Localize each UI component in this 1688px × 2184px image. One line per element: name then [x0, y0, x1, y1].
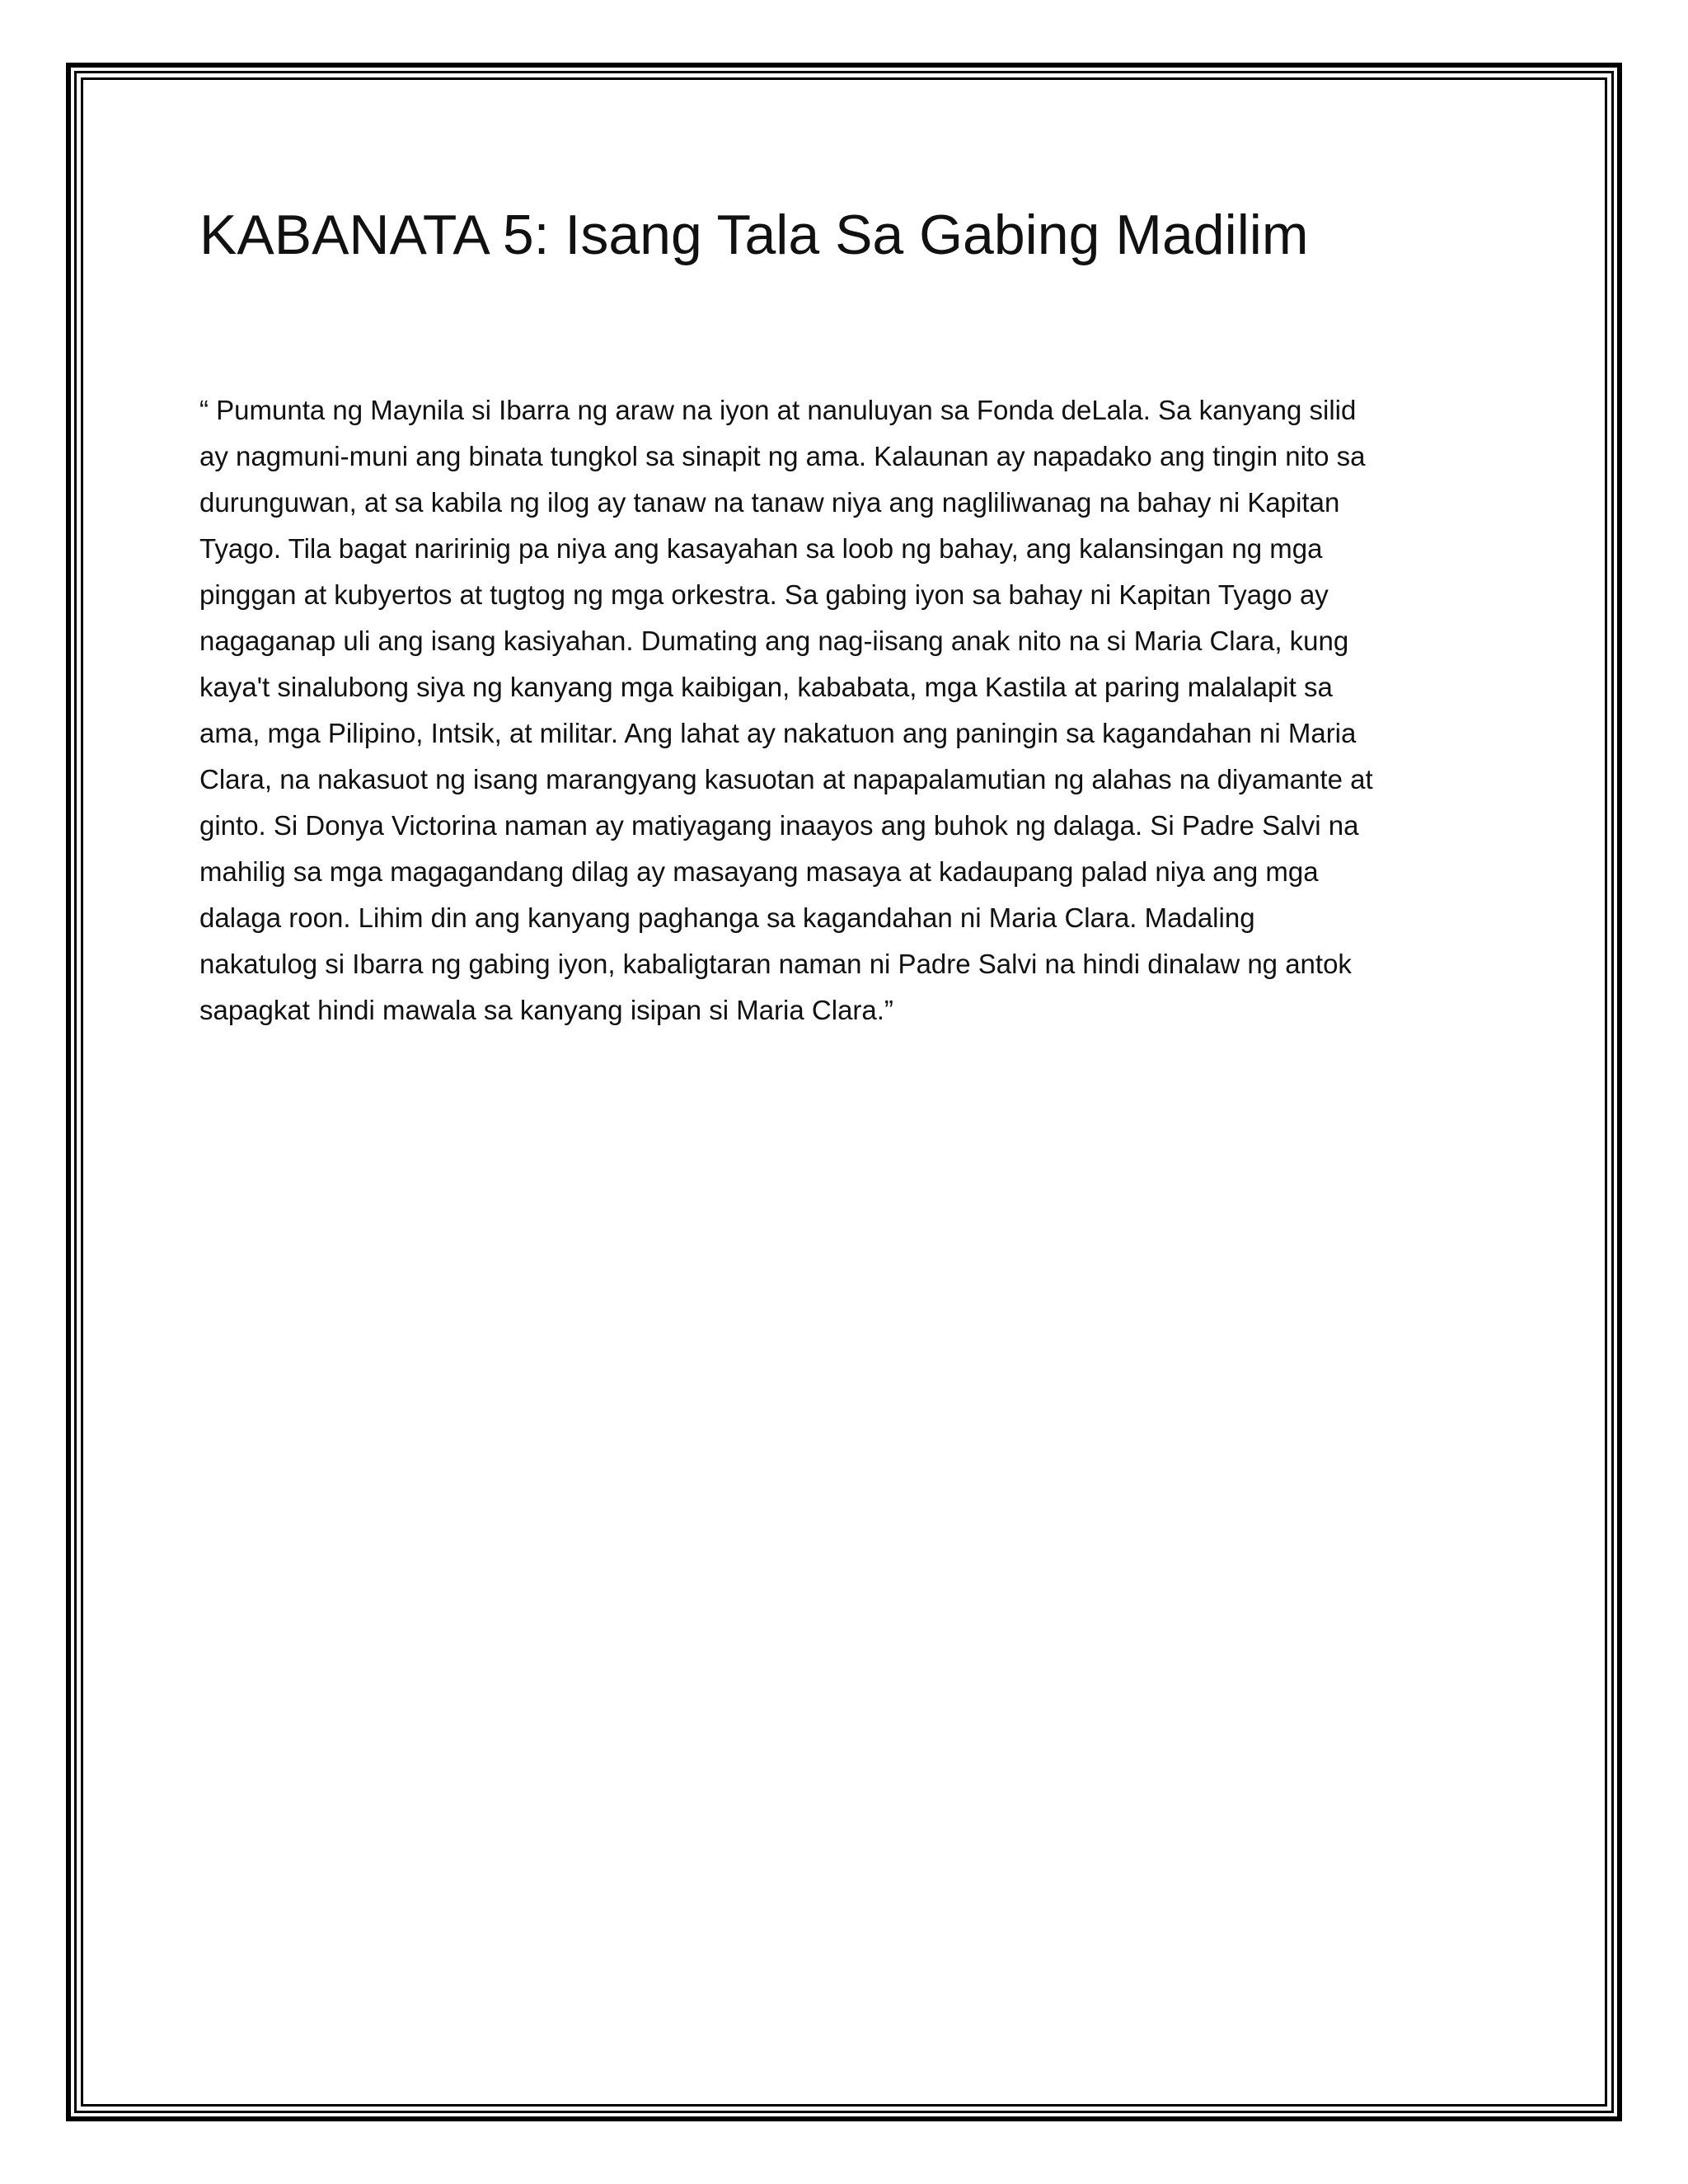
body-line: mahilig sa mga magagandang dilag ay masayang masaya at kadaupang palad niya ang mga	[199, 856, 1319, 887]
body-line: nakatulog si Ibarra ng gabing iyon, kabaligtaran naman ni Padre Salvi na hindi dinalaw ng antok	[199, 949, 1352, 979]
body-line: ginto. Si Donya Victorina naman ay matiyagang inaayos ang buhok ng dalaga. Si Padre Salvi na	[199, 810, 1359, 841]
body-line: Clara, na nakasuot ng isang marangyang kasuotan at napapalamutian ng alahas na diyamante at	[199, 764, 1373, 794]
chapter-title: KABANATA 5: Isang Tala Sa Gabing Madilim	[199, 204, 1309, 266]
body-line: ay nagmuni-muni ang binata tungkol sa sinapit ng ama. Kalaunan ay napadako ang tingin nito sa	[199, 441, 1366, 471]
page-content	[199, 198, 1485, 1033]
body-line: kaya't sinalubong siya ng kanyang mga kaibigan, kababata, mga Kastila at paring malalapit sa	[199, 672, 1333, 702]
body-line: “ Pumunta ng Maynila si Ibarra ng araw na iyon at nanuluyan sa Fonda deLala. Sa kanyang silid	[199, 395, 1357, 425]
body-line: sapagkat hindi mawala sa kanyang isipan si Maria Clara.”	[199, 995, 893, 1025]
body-line: nagaganap uli ang isang kasiyahan. Dumating ang nag-iisang anak nito na si Maria Clara, kung	[199, 626, 1349, 656]
body-line: durunguwan, at sa kabila ng ilog ay tanaw na tanaw niya ang nagliliwanag na bahay ni Kapitan	[199, 487, 1340, 518]
chapter-body	[199, 387, 1485, 1033]
body-line: dalaga roon. Lihim din ang kanyang paghanga sa kagandahan ni Maria Clara. Madaling	[199, 902, 1255, 933]
body-line: pinggan at kubyertos at tugtog ng mga orkestra. Sa gabing iyon sa bahay ni Kapitan Tyago ay	[199, 579, 1329, 610]
body-line: Tyago. Tila bagat naririnig pa niya ang kasayahan sa loob ng bahay, ang kalansingan ng mga	[199, 533, 1323, 564]
body-line: ama, mga Pilipino, Intsik, at militar. Ang lahat ay nakatuon ang paningin sa kagandahan ni Maria	[199, 718, 1357, 748]
